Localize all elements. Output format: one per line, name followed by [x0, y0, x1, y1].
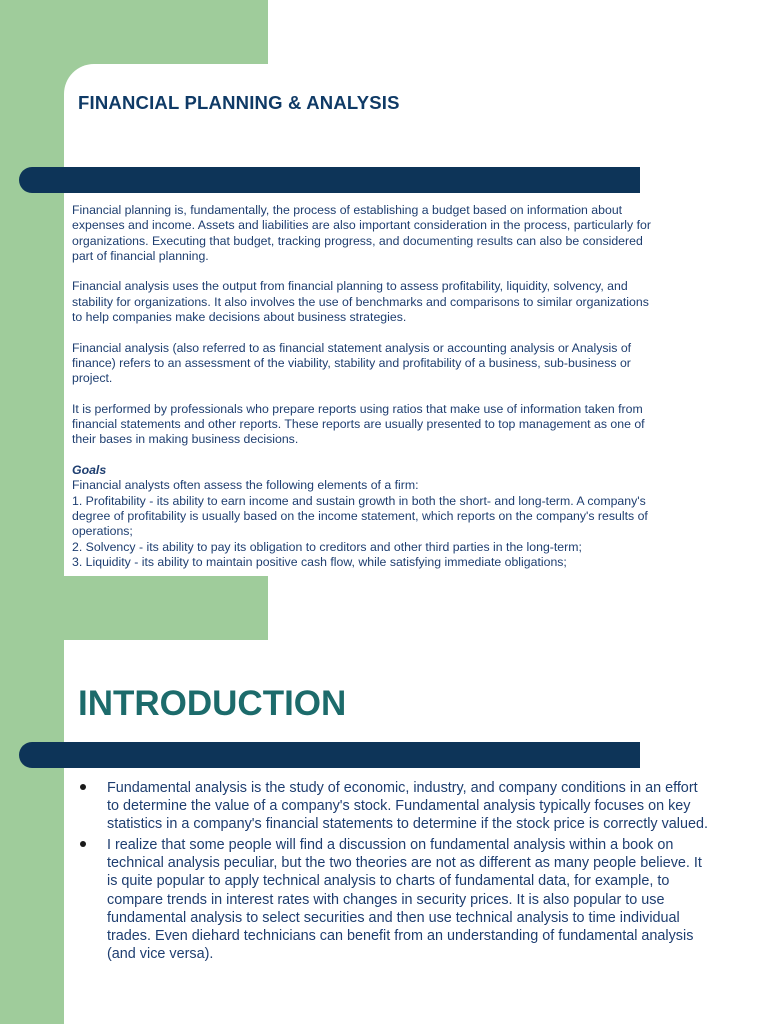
bullet-dot-icon [80, 841, 86, 847]
goal-item-solvency: 2. Solvency - its ability to pay its obligation to creditors and other third parties in the long-term; [72, 539, 582, 554]
goal-item-liquidity: 3. Liquidity - its ability to maintain positive cash flow, while satisfying immediate obligations; [72, 554, 567, 569]
bullet-item [78, 779, 708, 833]
goal-item-profitability: 1. Profitability - its ability to earn income and sustain growth in both the short- and long-term. A company's degree of profitability is usually based on the income statement, which reports on the company's results of operations; [72, 493, 648, 539]
slide1-title-bar [19, 167, 640, 193]
slide2-title-bar [19, 742, 640, 768]
bullet-item [78, 836, 708, 963]
bullet-text: I realize that some people will find a discussion on fundamental analysis within a book on technical analysis peculiar, but the two theories are not as different as many people believe. It is quite popular to apply technical analysis to charts of fundamental data, for example, to compare trends in interest rates with changes in security prices. It is also popular to use fundamental analysis to select securities and then use technical analysis to time individual trades. Even diehard technicians can benefit from an understanding of fundamental analysis (and vice versa). [107, 837, 702, 962]
slide2-green-block [64, 576, 268, 640]
goals-intro: Financial analysts often assess the following elements of a firm: [72, 478, 419, 493]
goals-heading: Goals [72, 463, 107, 478]
paragraph-financial-analysis-definition: Financial analysis (also referred to as financial statement analysis or accounting analysis or Analysis of finance) refers to an assessment of the viability, stability and profitability of a business, sub-business or project. [72, 340, 632, 386]
slide2-green-strip [0, 576, 64, 1024]
bullet-text: Fundamental analysis is the study of economic, industry, and company conditions in an effort to determine the value of a company's stock. Fundamental analysis typically focuses on key statistics in a company's financial statements to determine if the stock price is correctly valued. [107, 780, 709, 833]
slide2-title: INTRODUCTION [78, 684, 347, 723]
slide1-body [72, 203, 654, 570]
paragraph-financial-planning: Financial planning is, fundamentally, the process of establishing a budget based on information about expenses and income. Assets and liabilities are also important consideration in the process, particularly for organizations. Executing that budget, tracking progress, and documenting results can also be considered part of financial planning. [72, 203, 651, 263]
paragraph-performed-by-professionals: It is performed by professionals who prepare reports using ratios that make use of information taken from financial statements and other reports. These reports are usually presented to top management as one of their bases in making business decisions. [72, 401, 645, 447]
paragraph-financial-analysis-output: Financial analysis uses the output from financial planning to assess profitability, liquidity, solvency, and stability for organizations. It also involves the use of benchmarks and comparisons to similar organizations to help companies make decisions about business strategies. [72, 279, 649, 325]
goals-section [72, 463, 654, 570]
slide2-bullet-list [78, 779, 708, 966]
bullet-dot-icon [80, 784, 86, 790]
slide1-title: FINANCIAL PLANNING & ANALYSIS [78, 92, 400, 113]
